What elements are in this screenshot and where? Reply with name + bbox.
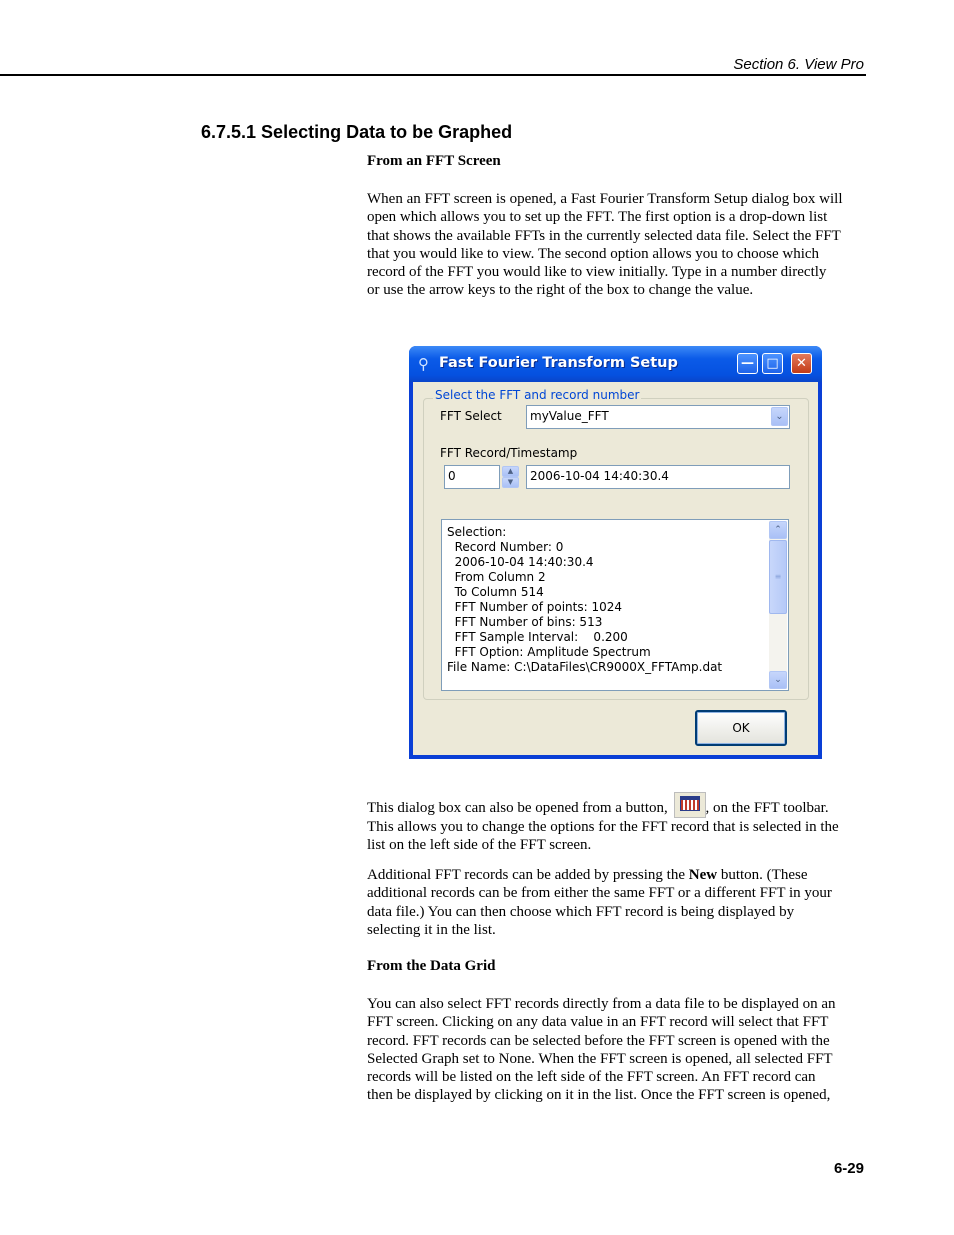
text-line: This allows you to change the options for the FFT record that is selected in the <box>367 819 839 835</box>
dialog-body <box>413 382 818 755</box>
text-line: Selected Graph set to None. When the FFT screen is opened, all selected FFT <box>367 1050 833 1067</box>
fft-select-value: myValue_FFT <box>530 409 609 423</box>
text-line: data file.) You can then choose which FFT record is being displayed by <box>367 903 795 920</box>
summary-line: FFT Sample Interval: 0.200 <box>447 630 628 644</box>
dialog-titlebar[interactable] <box>409 346 822 382</box>
text-line: additional records can be from either the same FFT or a different FFT in your <box>367 885 832 902</box>
summary-line: Record Number: 0 <box>447 540 564 554</box>
section-heading: 6.7.5.1 Selecting Data to be Graphed <box>201 122 513 142</box>
timestamp-field[interactable] <box>526 465 790 489</box>
chevron-down-icon[interactable]: ⌄ <box>771 407 788 426</box>
close-icon: ✕ <box>796 356 807 371</box>
paragraph-fft-intro <box>367 190 867 300</box>
record-label: FFT Record/Timestamp <box>440 446 578 460</box>
timestamp-value: 2006-10-04 14:40:30.4 <box>530 469 669 483</box>
text-line: When an FFT screen is opened, a Fast Fourier Transform Setup dialog box will <box>367 191 843 207</box>
new-button-reference: New <box>688 867 718 883</box>
scroll-down-icon[interactable]: ⌄ <box>769 671 787 689</box>
scroll-thumb[interactable]: ≡ <box>769 540 787 614</box>
header-rule <box>0 74 866 76</box>
text-segment: Additional FFT records can be added by pressing the <box>367 867 689 883</box>
summary-line: FFT Number of points: 1024 <box>447 600 623 614</box>
text-line: list on the left side of the FFT screen. <box>367 837 592 854</box>
text-line: open which allows you to set up the FFT. The first option is a drop-down list <box>367 209 828 226</box>
summary-line: To Column 514 <box>447 585 544 599</box>
fft-select-dropdown[interactable] <box>526 405 790 429</box>
text-line <box>367 792 867 818</box>
paragraph-data-grid <box>367 995 867 1105</box>
paragraph-additional-records <box>367 866 867 939</box>
running-header: Section 6. View Pro <box>733 56 864 73</box>
summary-line: FFT Option: Amplitude Spectrum <box>447 645 651 659</box>
summary-line: File Name: C:\DataFiles\CR9000X_FFTAmp.dat <box>447 660 723 674</box>
dialog-title: Fast Fourier Transform Setup <box>439 355 678 371</box>
text-segment: This dialog box can also be opened from a button, <box>367 800 672 816</box>
text-line: that shows the available FFTs in the currently selected data file. Select the FFT <box>367 227 841 244</box>
text-line: records will be listed on the left side of the FFT screen. An FFT record can <box>367 1069 816 1086</box>
minimize-button[interactable] <box>737 353 758 374</box>
subheading-fft-screen: From an FFT Screen <box>367 153 501 169</box>
maximize-icon: □ <box>766 356 779 371</box>
ok-button[interactable]: OK <box>695 710 787 746</box>
text-line: You can also select FFT records directly from a data file to be displayed on an <box>367 996 836 1012</box>
vertical-scrollbar[interactable] <box>769 521 787 689</box>
fft-setup-dialog <box>409 346 822 759</box>
text-line: record. FFT records can be selected before the FFT screen is opened with the <box>367 1032 830 1049</box>
text-line: or use the arrow keys to the right of the box to change the value. <box>367 282 754 299</box>
fft-setup-toolbar-icon <box>674 792 706 818</box>
summary-line: Selection: <box>447 525 507 539</box>
paragraph-toolbar-button <box>367 792 867 855</box>
text-line <box>367 866 867 884</box>
text-segment: button. (These <box>717 867 808 883</box>
minimize-icon: — <box>741 356 754 371</box>
fft-select-label: FFT Select <box>440 409 502 423</box>
summary-line: FFT Number of bins: 513 <box>447 615 603 629</box>
group-label: Select the FFT and record number <box>435 388 640 402</box>
text-line: then be displayed by clicking on it in the list. Once the FFT screen is opened, <box>367 1087 831 1104</box>
text-line: selecting it in the list. <box>367 921 496 938</box>
record-number-input[interactable] <box>444 465 500 489</box>
spin-down-icon[interactable]: ▼ <box>502 477 519 488</box>
close-button[interactable] <box>791 353 812 374</box>
selection-summary-box[interactable] <box>441 519 789 691</box>
summary-line: 2006-10-04 14:40:30.4 <box>447 555 594 569</box>
fft-app-icon: ⚲ <box>418 355 429 373</box>
text-line: that you would like to view. The second option allows you to choose which <box>367 245 820 262</box>
maximize-button[interactable] <box>762 353 783 374</box>
subheading-data-grid: From the Data Grid <box>367 958 496 974</box>
text-line: FFT screen. Clicking on any data value in an FFT record will select that FFT <box>367 1014 829 1031</box>
page-number: 6-29 <box>833 1160 864 1177</box>
text-line: record of the FFT you would like to view initially. Type in a number directly <box>367 264 827 281</box>
spin-up-icon[interactable]: ▲ <box>502 466 519 477</box>
text-segment: , on the FFT toolbar. <box>705 800 829 816</box>
scroll-up-icon[interactable]: ⌃ <box>769 521 787 539</box>
summary-line: From Column 2 <box>447 570 546 584</box>
record-number-value: 0 <box>448 469 456 483</box>
